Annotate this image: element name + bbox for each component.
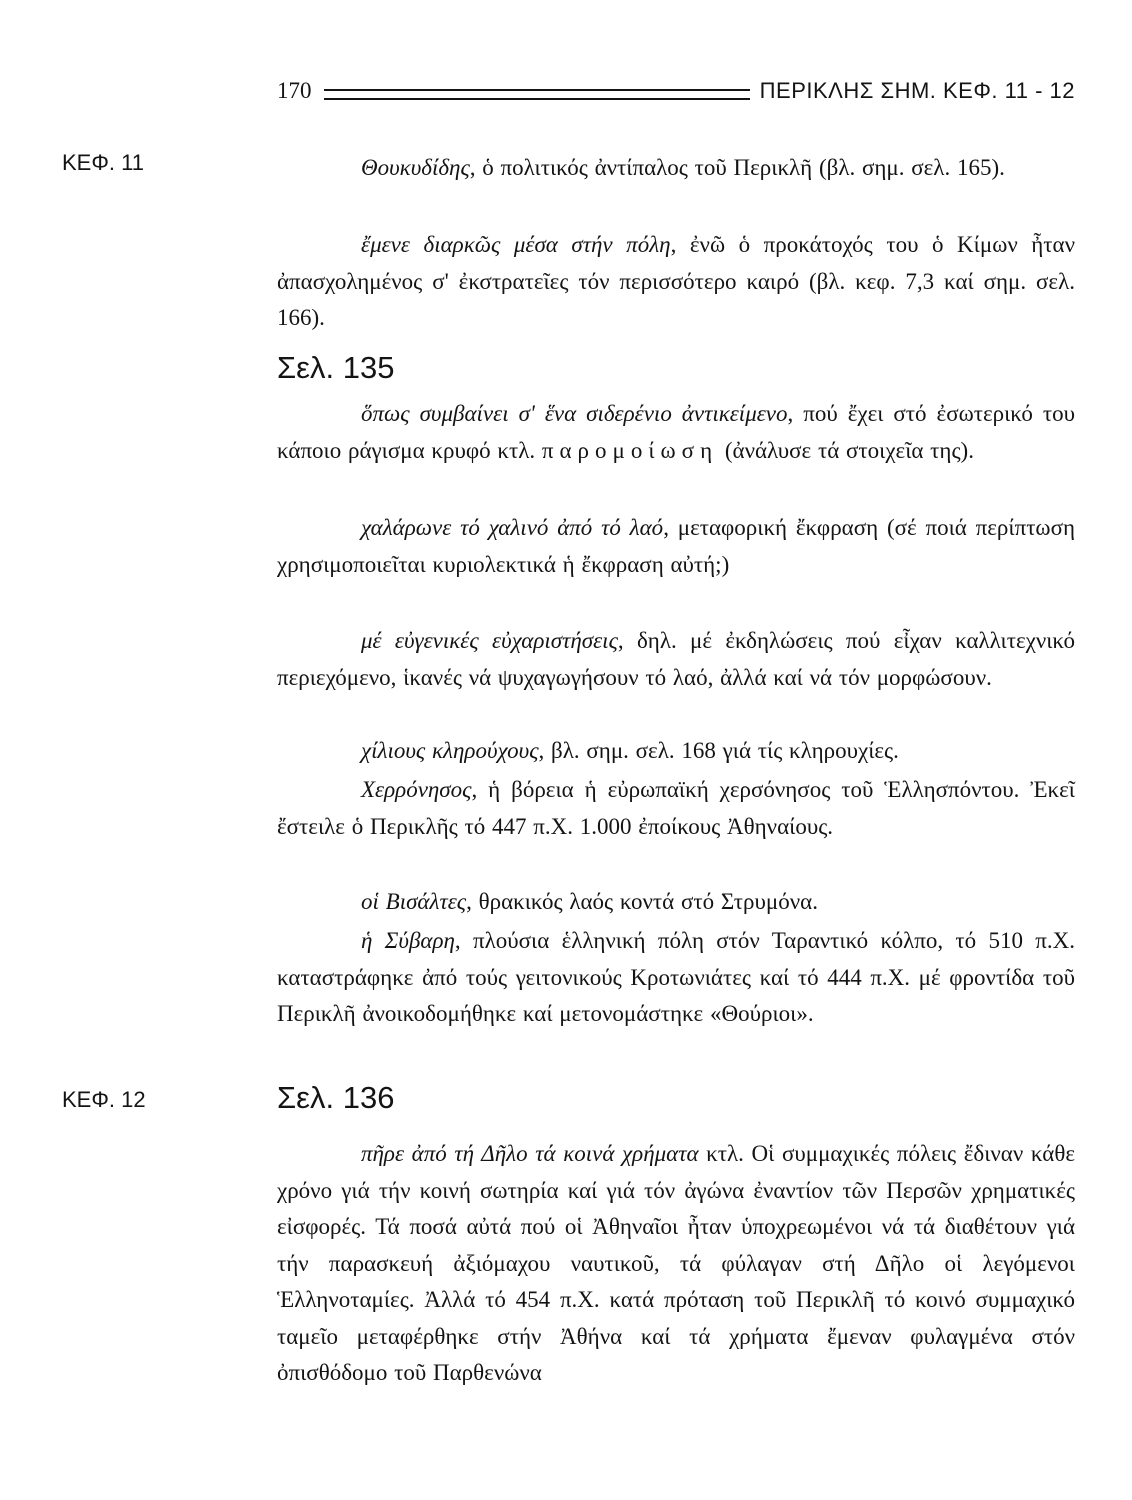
page-header [277, 76, 1075, 106]
note-text: , πλούσια ἑλληνική πόλη στόν Ταραντικό κόλπο, τό 510 π.Χ. καταστράφηκε ἀπό τούς γειτονικούς Κροτωνιάτες καί τό 444 π.Χ. μέ φροντίδα τοῦ Περικλῆ ἀνοικοδομήθηκε καί μετονομάστηκε «Θούριοι». [277, 928, 1075, 1026]
note-term: οἱ Βισάλτες [361, 889, 467, 914]
note-term: Χερρόνησος [361, 777, 472, 802]
margin-label-chapter-12: ΚΕΦ. 12 [62, 1087, 146, 1112]
note-term: χίλιους κληρούχους [361, 738, 539, 763]
note-term: πῆρε ἀπό τή Δῆλο τά κοινά χρήματα [361, 1141, 699, 1166]
note-emene-diarkos [277, 227, 1075, 337]
section-heading-135: Σελ. 135 [277, 350, 395, 385]
note-thoukydidis [277, 150, 1075, 187]
note-text: , θρακικός λαός κοντά στό Στρυμόνα. [466, 889, 818, 914]
note-term: ὅπως συμβαίνει σ' ἕνα σιδερένιο ἀντικείμενο [361, 401, 788, 426]
note-text: , δηλ. μέ ἐκδηλώσεις πού εἶχαν καλλιτεχνικό περιεχόμενο, ἱκανές νά ψυχαγωγήσουν τό λαό, ἀλλά καί νά τόν μορφώσουν. [277, 628, 1076, 690]
note-term: μέ εὐγενικές εὐχαριστήσεις [361, 628, 618, 653]
note-text: , πού ἔχει στό ἐσωτερικό του κάποιο ράγισμα κρυφό κτλ. [277, 401, 1075, 463]
note-text: , ἐνῶ ὁ προκάτοχός του ὁ Κίμων ἦταν ἀπασχολημένος σ' ἐκστρατεῖες τόν περισσότερο καιρό (βλ. κεφ. 7,3 καί σημ. σελ. 166). [277, 232, 1076, 330]
note-opos-symvainei [277, 396, 1075, 469]
note-term: ἡ Σύβαρη [361, 928, 455, 953]
note-term: ἔμενε διαρκῶς μέσα στήν πόλη [361, 232, 671, 257]
margin-label-chapter-11: ΚΕΦ. 11 [62, 150, 144, 175]
note-figure-term: παρομοίωση [541, 437, 719, 463]
running-head: ΠΕΡΙΚΛΗΣ ΣΗΜ. ΚΕΦ. 11 - 12 [759, 78, 1075, 103]
note-text-after: (ἀνάλυσε τά στοιχεῖα της). [718, 437, 974, 463]
section-heading-136: Σελ. 136 [277, 1080, 395, 1115]
note-term: χαλάρωνε τό χαλινό ἀπό τό λαό [361, 515, 664, 540]
note-text: , μεταφορική ἔκφραση (σέ ποιά περίπτωση χρησιμοποιεῖται κυριολεκτικά ἡ ἔκφραση αὐτή;) [277, 515, 1075, 577]
note-pire-apo-ti-dilo [277, 1136, 1075, 1392]
note-cherronisos [277, 772, 1075, 845]
note-term: Θουκυδίδης [361, 155, 470, 180]
note-syvari [277, 923, 1075, 1033]
note-text: , ἡ βόρεια ἡ εὐρωπαϊκή χερσόνησος τοῦ Ἑλλησπόντου. Ἐκεῖ ἔστειλε ὁ Περικλῆς τό 447 π.Χ. 1.000 ἐποίκους Ἀθηναίους. [277, 777, 1075, 839]
note-text: , βλ. σημ. σελ. 168 γιά τίς κληρουχίες. [538, 738, 899, 763]
note-eugenikes [277, 623, 1075, 696]
note-chilious [277, 733, 1075, 770]
note-text: κτλ. Οἱ συμμαχικές πόλεις ἔδιναν κάθε χρόνο γιά τήν κοινή σωτηρία καί γιά τόν ἀγώνα ἐναντίον τῶν Περσῶν χρηματικές εἰσφορές. Τά ποσά αὐτά πού οἱ Ἀθηναῖοι ἦταν ὑποχρεωμένοι νά τά διαθέτουν γιά τήν παρασκευή ἀξιόμαχου ναυτικοῦ, τά φύλαγαν στή Δῆλο οἱ λεγόμενοι Ἑλληνοταμίες. Ἀλλά τό 454 π.Χ. κατά πρόταση τοῦ Περικλῆ τό κοινό συμμαχικό ταμεῖο μεταφέρθηκε στήν Ἀθήνα καί τά χρήματα ἔμεναν φυλαγμένα στόν ὀπισθόδομο τοῦ Παρθενώνα [277, 1141, 1075, 1385]
note-chalarone [277, 510, 1075, 583]
note-visaltes [277, 884, 1075, 921]
note-text: , ὁ πολιτικός ἀντίπαλος τοῦ Περικλῆ (βλ. σημ. σελ. 165). [469, 155, 1005, 180]
page-number: 170 [277, 78, 312, 103]
header-rule [324, 89, 750, 100]
